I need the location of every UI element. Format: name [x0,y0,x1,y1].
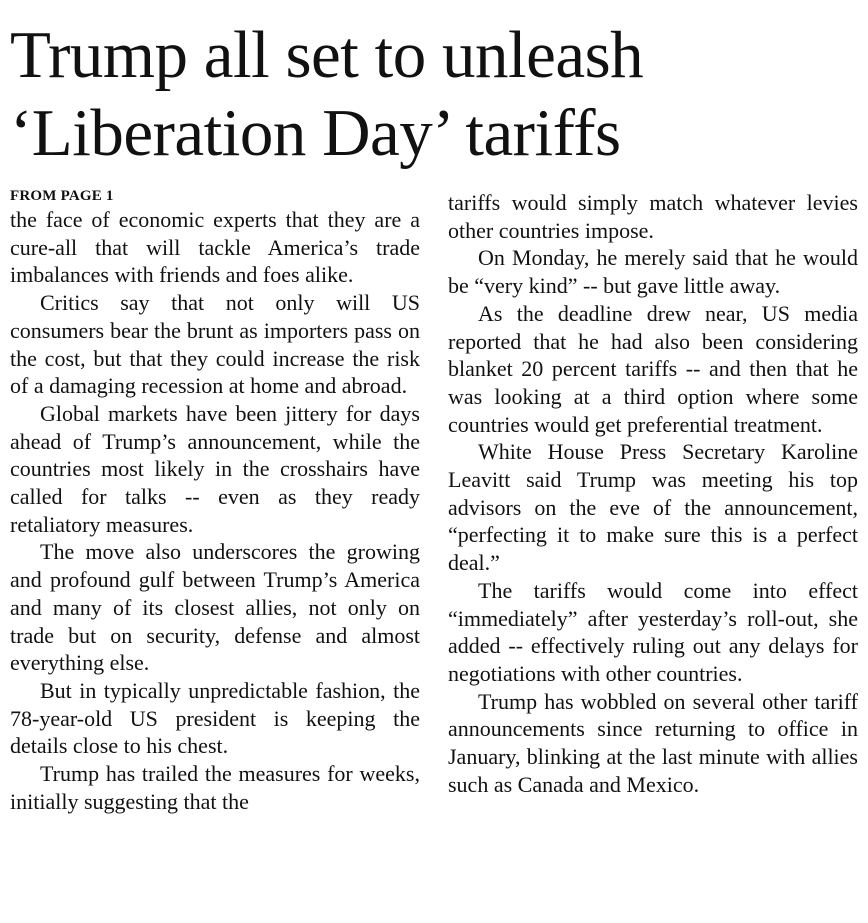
paragraph: But in typically unpredictable fashion, the 78-year-old US president is keeping the details close to his chest. [10,677,420,759]
paragraph: The move also underscores the growing and profound gulf between Trump’s America and many of its closest allies, not only on trade but on security, defense and almost everything else. [10,539,420,676]
paragraph: Critics say that not only will US consumers bear the brunt as importers pass on the cost, but that they could increase the risk of a damaging recession at home and abroad. [10,290,420,399]
paragraph: The tariffs would come into effect “immediately” after yesterday’s roll-out, she added -- effectively ruling out any delays for negotiations with other countries. [448,577,858,686]
paragraph: On Monday, he merely said that he would be “very kind” -- but gave little away. [448,245,858,299]
headline-line-2: ‘Liberation Day’ tariffs [10,96,621,170]
paragraph: White House Press Secretary Karoline Leavitt said Trump was meeting his top advisors on the eve of the announcement, “perfecting it to make sure this is a perfect deal.” [448,439,858,576]
paragraph: tariffs would simply match whatever levies other countries impose. [448,190,858,243]
paragraph: Global markets have been jittery for days ahead of Trump’s announcement, while the countries most likely in the crosshairs have called for talks -- even as they ready retaliatory measures. [10,400,420,537]
paragraph: As the deadline drew near, US media reported that he had also been considering blanket 20 percent tariffs -- and then that he was looking at a third option where some countries would get preferential treatment. [448,300,858,437]
headline-line-1: Trump all set to unleash [10,18,644,92]
continuation-kicker: FROM PAGE 1 [10,188,114,204]
paragraph: Trump has wobbled on several other tariff announcements since returning to office in January, blinking at the last minute with allies such as Canada and Mexico. [448,688,858,797]
article-column-right [448,189,858,798]
paragraph: the face of economic experts that they are a cure-all that will tackle America’s trade imbalances with friends and foes alike. [10,207,420,288]
article-column-left [10,186,420,815]
headline [10,16,860,172]
paragraph: Trump has trailed the measures for weeks, initially suggesting that the [10,761,420,814]
